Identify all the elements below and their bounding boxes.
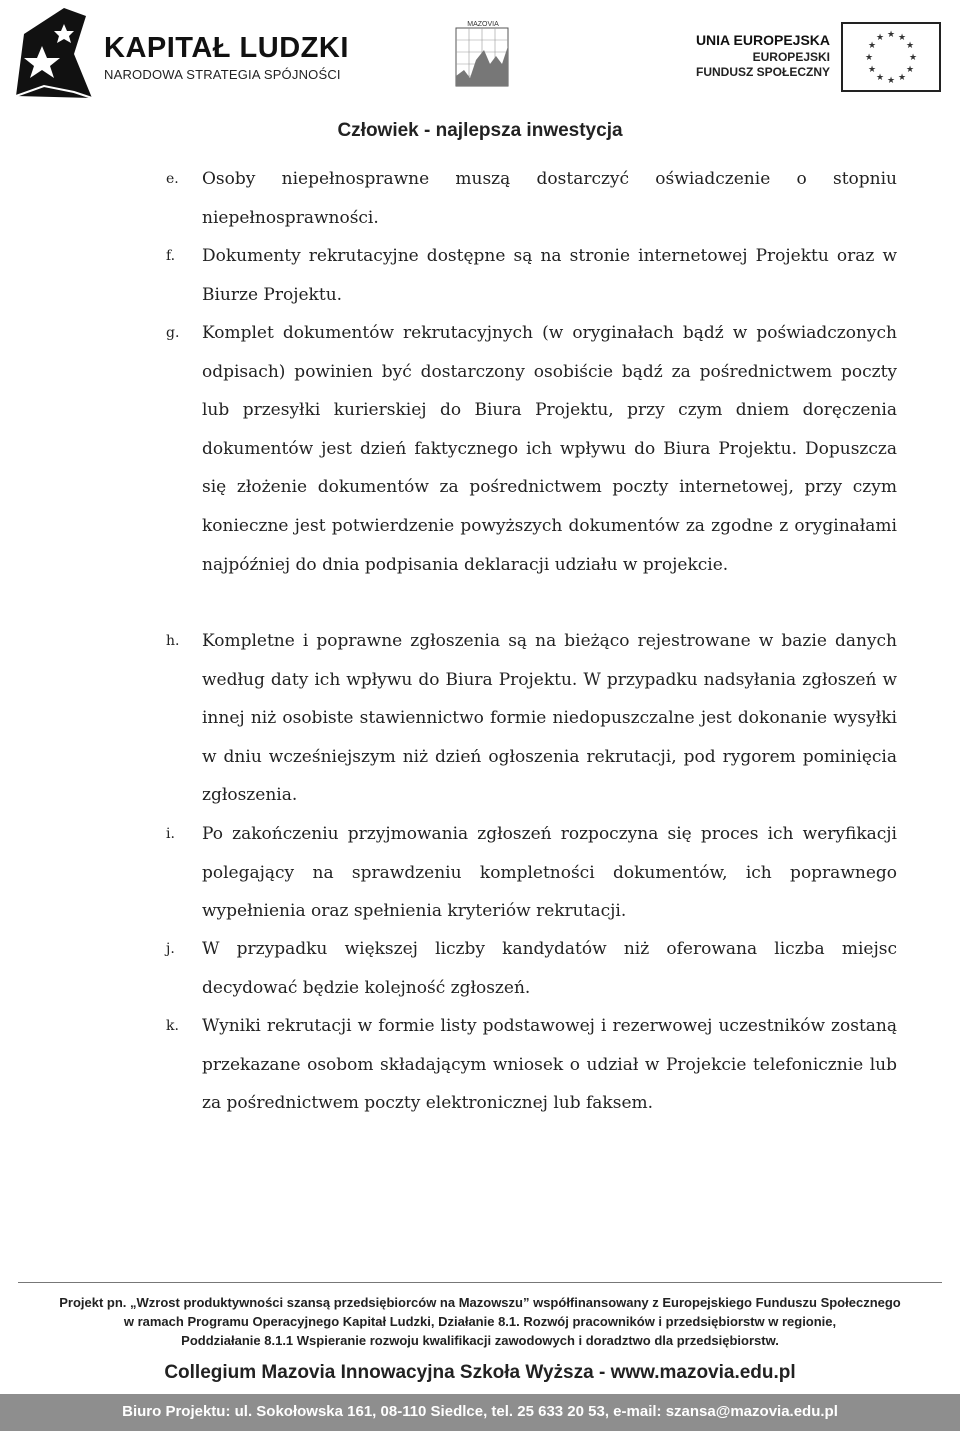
svg-text:★: ★ [905, 41, 915, 51]
list-marker: g. [166, 325, 180, 341]
footer-office-bar [0, 1394, 960, 1431]
svg-text:★: ★ [897, 33, 907, 43]
kapital-ludzki-wordmark [104, 34, 349, 82]
list-item-text: Osoby niepełnosprawne muszą dostarczyć oświadczenie o stopniu niepełnosprawności. [202, 169, 897, 228]
footer-line-1: Projekt pn. „Wzrost produktywności szansą przedsiębiorców na Mazowszu” współfinansowany z Europejskiego Funduszu Społecznego [59, 1295, 901, 1310]
svg-text:★: ★ [886, 30, 896, 40]
svg-text:★: ★ [867, 65, 877, 75]
footer-line-3: Poddziałanie 8.1.1 Wspieranie rozwoju kwalifikacji zawodowych i doradztwo dla przedsiębiorstw. [181, 1333, 779, 1348]
svg-text:★: ★ [864, 53, 874, 63]
collegium-mazovia-logo [446, 20, 520, 94]
footer-line-2: w ramach Programu Operacyjnego Kapitał Ludzki, Działanie 8.1. Rozwój pracowników i przedsiębiorstw w regionie, [123, 1314, 837, 1329]
list-item-text: Po zakończeniu przyjmowania zgłoszeń rozpoczyna się proces ich weryfikacji polegający na sprawdzeniu kompletności dokumentów, ich poprawnego wypełnienia oraz spełnienia kryteriów rekrutacji. [202, 824, 897, 922]
svg-text:★: ★ [905, 65, 915, 75]
kl-subtitle: NARODOWA STRATEGIA SPÓJNOŚCI [104, 67, 341, 82]
list-marker: k. [166, 1018, 179, 1034]
motto: Człowiek - najlepsza inwestycja [337, 120, 623, 141]
svg-text:MAZOVIA: MAZOVIA [467, 21, 499, 28]
list-item-text: Wyniki rekrutacji w formie listy podstawowej i rezerwowej uczestników zostaną przekazane osobom składającym wniosek o udział w Projekcie telefonicznie lub za pośrednictwem poczty elektronicznej lub faksem. [202, 1016, 897, 1114]
footer-office-text: Biuro Projektu: ul. Sokołowska 161, 08-110 Siedlce, tel. 25 633 20 53, e-mail: szansa@mazovia.edu.pl [122, 1403, 838, 1420]
svg-text:★: ★ [867, 41, 877, 51]
list-item-text: Kompletne i poprawne zgłoszenia są na bieżąco rejestrowane w bazie danych według daty ich wpływu do Biura Projektu. W przypadku nadsyłania zgłoszeń w innej niż osobiste stawiennictwo formie niedopuszczalne jest dokonanie wysyłki w dniu wcześniejszym niż dzień ogłoszenia rekrutacji, pod rygorem pominięcia zgłoszenia. [202, 631, 897, 806]
list-item-text: Komplet dokumentów rekrutacyjnych (w oryginałach bądź w poświadczonych odpisach) powinien być dostarczony osobiście bądź za pośrednictwem poczty lub przesyłki kurierskiej do Biura Projektu, przy czym dniem doręczenia dokumentów jest dzień faktycznego ich wpływu do Biura Projektu. Dopuszcza się złożenie dokumentów za pośrednictwem poczty internetowej, przy czym konieczne jest potwierdzenie powyższych dokumentów za zgodne z oryginałami najpóźniej do dnia podpisania deklaracji udziału w projekcie. [202, 323, 897, 575]
list-marker: f. [166, 248, 176, 264]
list-item-text: Dokumenty rekrutacyjne dostępne są na stronie internetowej Projektu oraz w Biurze Projektu. [202, 246, 897, 305]
kapital-ludzki-logo [14, 6, 94, 102]
footer-divider [18, 1282, 942, 1283]
svg-text:★: ★ [886, 76, 896, 86]
footer-project-info [0, 1293, 960, 1350]
footer-college: Collegium Mazovia Innowacyjna Szkoła Wyższa - www.mazovia.edu.pl [164, 1362, 796, 1383]
list-marker: i. [166, 826, 175, 842]
eu-line-1: UNIA EUROPEJSKA [695, 32, 830, 48]
eu-line-2: EUROPEJSKI [752, 49, 830, 64]
page-header [0, 0, 960, 150]
list-marker: e. [166, 171, 179, 187]
svg-text:★: ★ [875, 73, 885, 83]
list-marker: h. [166, 633, 180, 649]
eu-text-block [690, 32, 830, 80]
svg-text:★: ★ [897, 73, 907, 83]
kl-title: KAPITAŁ LUDZKI [104, 32, 349, 64]
eu-line-3: FUNDUSZ SPOŁECZNY [695, 64, 830, 79]
svg-text:★: ★ [908, 53, 918, 63]
list-marker: j. [166, 941, 175, 957]
svg-text:★: ★ [875, 33, 885, 43]
list-item-text: W przypadku większej liczby kandydatów niż oferowana liczba miejsc decydować będzie kolejność zgłoszeń. [202, 939, 897, 998]
eu-flag-icon [841, 22, 941, 92]
